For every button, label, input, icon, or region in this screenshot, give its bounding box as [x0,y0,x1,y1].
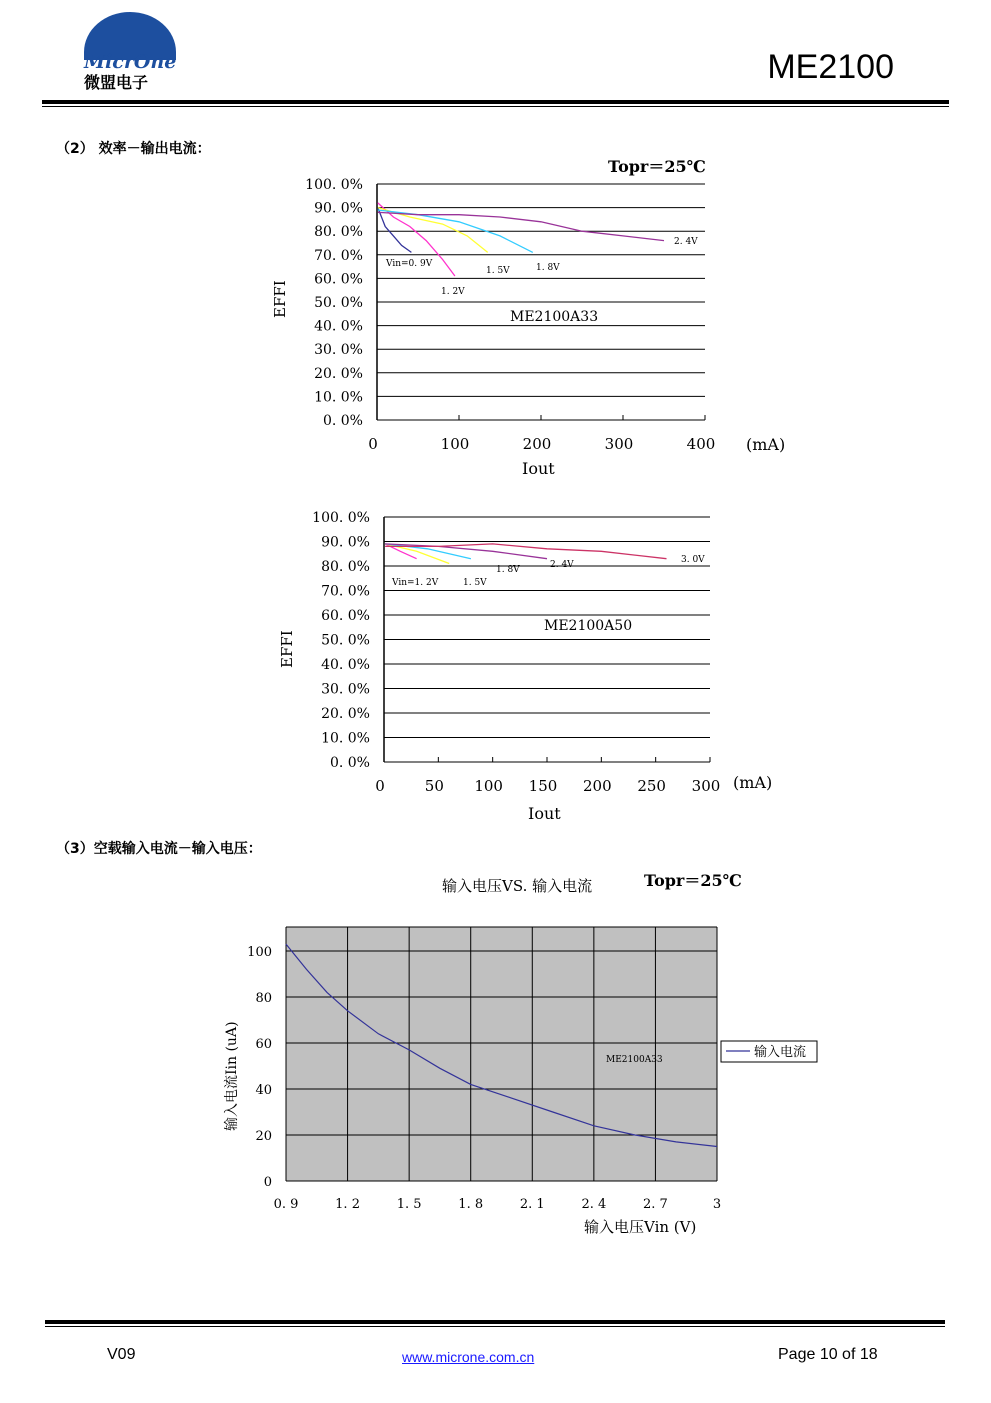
y-tick-label: 70. 0% [321,583,370,600]
y-tick-label: 0. 0% [322,413,363,429]
chart1-unit: (mA) [746,435,786,454]
chart2-model-label: ME2100A50 [544,618,633,634]
y-tick-label: 10. 0% [314,389,363,406]
x-tick-label: 1. 2 [335,1197,360,1212]
y-tick-label: 50. 0% [314,295,363,311]
y-tick-label: 90. 0% [321,534,370,551]
chart2-unit: (mA) [733,773,773,792]
chart2-y-ticks [312,510,370,771]
y-tick-label: 20. 0% [314,365,363,382]
chart3 [210,865,850,1245]
y-tick-label: 10. 0% [321,730,370,747]
y-tick-label: 30. 0% [321,681,370,698]
y-tick-label: 80 [255,991,272,1006]
chart1 [270,150,830,490]
y-tick-label: 40. 0% [314,318,363,335]
footer-version: V09 [107,1346,136,1363]
chart2-series [385,544,666,564]
header-rule [42,100,949,104]
chart1-curve-label-1v2: 1. 2V [441,287,465,297]
chart2-curve-label-1v5: 1. 5V [463,578,487,588]
y-tick-label: 0 [263,1175,272,1190]
y-tick-label: 70. 0% [314,247,363,264]
y-tick-label: 100 [247,945,272,960]
x-tick-label: 300 [604,435,634,453]
chart3-xlabel: 输入电压Vin (V) [584,1218,697,1236]
x-tick-label: 200 [583,777,612,795]
x-tick-label: 100 [440,435,470,453]
y-tick-label: 20 [255,1129,272,1144]
x-tick-label: 1. 8 [458,1197,484,1212]
x-tick-label: 200 [522,435,552,453]
chart1-temp-label: Topr＝25℃ [608,157,706,176]
y-tick-label: 60 [255,1037,272,1052]
chart1-curve-label-1v5: 1. 5V [486,266,510,276]
chart1-x-ticks [368,415,715,453]
chart3-x-ticks [274,1197,722,1212]
y-tick-label: 40. 0% [321,657,370,673]
y-tick-label: 20. 0% [321,706,370,722]
x-tick-label: 0. 9 [273,1197,299,1212]
footer-rule [45,1320,945,1324]
chart2-x-ticks [375,757,720,795]
section2-heading: （2） 效率－输出电流： [56,141,211,157]
header-rule-thin [42,106,949,107]
chart1-model-label: ME2100A33 [510,309,599,325]
chart2-ylabel: EFFI [278,630,296,668]
y-tick-label: 40 [255,1083,272,1098]
y-tick-label: 60. 0% [321,608,370,624]
y-tick-label: 80. 0% [314,224,363,241]
logo [80,10,180,94]
chart3-model-label: ME2100A33 [606,1055,663,1065]
series-line [385,544,666,559]
chart1-curve-label-1v8: 1. 8V [536,263,560,273]
y-tick-label: 80. 0% [321,559,370,575]
chart2 [270,500,810,830]
y-tick-label: 0. 0% [329,755,370,771]
chart1-curve-label-2v4: 2. 4V [674,237,698,247]
x-tick-label: 150 [528,777,558,795]
chart3-temp-label: Topr＝25℃ [644,871,742,890]
y-tick-label: 50. 0% [321,632,370,649]
chart2-grid [384,517,710,762]
x-tick-label: 400 [686,435,716,453]
section3-heading: （3）空载输入电流－输入电压： [56,841,262,857]
x-tick-label: 2. 7 [643,1197,668,1212]
footer-page-number: Page 10 of 18 [778,1346,878,1363]
x-tick-label: 2. 1 [519,1197,545,1212]
y-tick-label: 100. 0% [312,510,370,526]
chart3-plot-area [286,927,717,1181]
chart3-title: 输入电压VS. 输入电流 [442,877,593,895]
chart3-ylabel: 输入电流Iin (uA) [224,1021,240,1131]
x-tick-label: 50 [424,777,444,795]
y-tick-label: 100. 0% [305,177,363,193]
x-tick-label: 3 [712,1197,722,1212]
x-tick-label: 300 [691,777,721,795]
x-tick-label: 1. 5 [396,1197,422,1212]
chart1-curve-label-0v9: Vin=0. 9V [386,259,433,269]
x-tick-label: 250 [637,777,666,795]
chart1-xlabel: Iout [522,459,555,478]
y-tick-label: 30. 0% [314,342,363,359]
chart3-y-ticks [247,945,272,1190]
chart2-curve-label-3v0: 3. 0V [681,555,705,565]
y-tick-label: 90. 0% [314,200,363,217]
footer-rule-thin [45,1326,945,1327]
x-tick-label: 0 [375,777,385,795]
chart1-y-ticks [305,177,363,429]
chart2-curve-label-1v8: 1. 8V [496,565,520,575]
chart3-legend-label: 输入电流 [754,1045,807,1060]
y-tick-label: 60. 0% [314,271,363,288]
chart1-grid [377,184,705,420]
x-tick-label: 100 [474,777,503,795]
chart1-ylabel: EFFI [271,280,289,318]
footer-website-link[interactable]: www.microne.com.cn [402,1349,535,1365]
x-tick-label: 0 [368,435,378,453]
x-tick-label: 2. 4 [581,1197,607,1212]
chart2-curve-label-1v2: Vin=1. 2V [392,578,439,588]
doc-title: ME2100 [767,48,894,86]
logo-sub: 微盟电子 [84,73,149,92]
chart2-xlabel: Iout [528,804,561,823]
logo-text: MicrOne [84,51,177,73]
chart2-curve-label-2v4: 2. 4V [550,560,574,570]
